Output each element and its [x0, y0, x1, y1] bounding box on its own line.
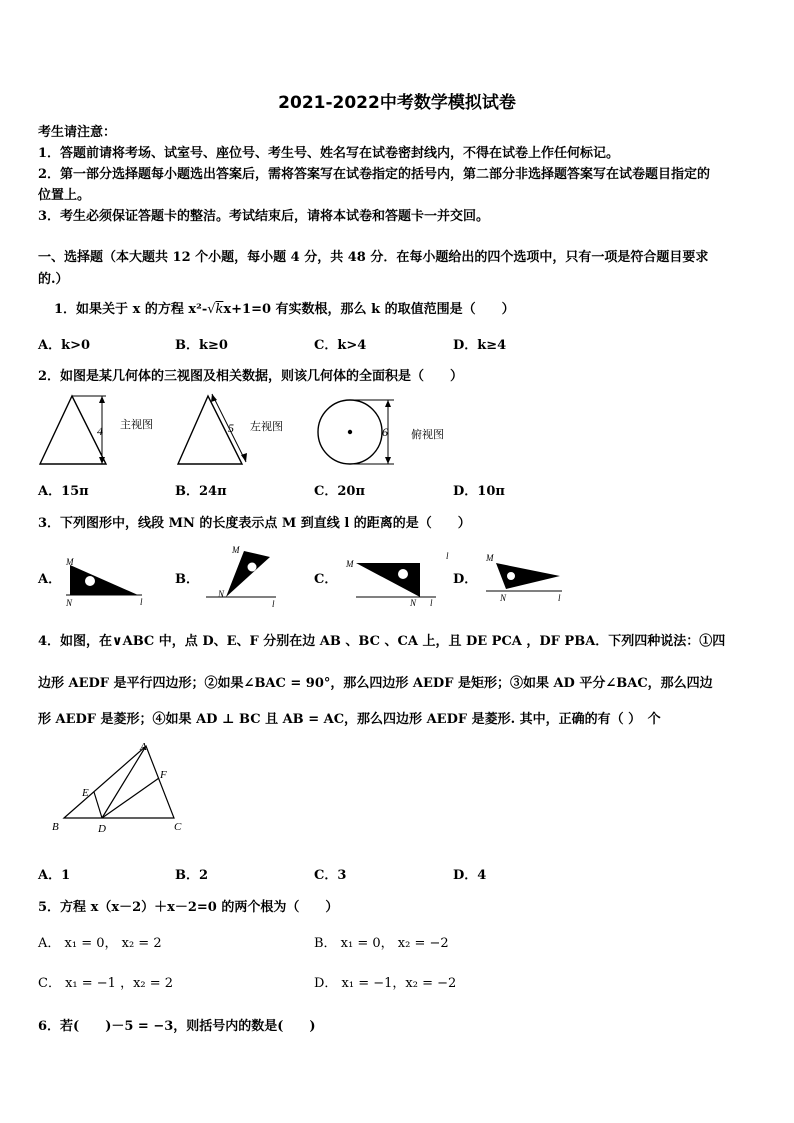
- q5-option-b: B． x₁ = 0， x₂ = −2: [314, 936, 449, 951]
- triangle-abc-figure: [46, 738, 196, 836]
- side-view-label: 左视图: [250, 421, 283, 433]
- notice-item-2a: 2．第一部分选择题每小题选出答案后，需将答案写在试卷指定的括号内，第二部分非选择题答案写在试卷题目指定的: [38, 167, 711, 182]
- fig-label-f: F: [160, 769, 167, 781]
- question-6: 6．若( )－5 = −3，则括号内的数是( ): [38, 1019, 316, 1034]
- svg-text:M: M: [232, 545, 240, 555]
- top-view-dim: 6: [382, 425, 388, 439]
- question-5: 5．方程 x（x－2）＋x－2=0 的两个根为（ ）: [38, 900, 339, 915]
- svg-text:M: M: [486, 553, 494, 563]
- q1-option-b: B．k≥0: [175, 338, 228, 353]
- fig-label-d: D: [98, 823, 106, 835]
- q2-option-b: B．24π: [175, 484, 227, 499]
- q1-option-d: D．k≥4: [453, 338, 507, 353]
- sqrt-icon: √: [207, 302, 216, 317]
- svg-text:l: l: [140, 597, 143, 607]
- svg-text:l: l: [272, 599, 275, 609]
- front-view-label: 主视图: [120, 419, 153, 431]
- notice-item-2b: 位置上。: [38, 188, 91, 203]
- section-heading-line1: 一、选择题（本大题共 12 个小题，每小题 4 分，共 48 分．在每小题给出的四个选项中，只有一项是符合题目要求: [38, 250, 709, 265]
- top-view-label: 俯视图: [411, 429, 444, 441]
- side-view-dim: 5: [228, 421, 234, 435]
- svg-text:l: l: [446, 551, 449, 561]
- q3-option-b: B．: [175, 572, 199, 587]
- q5-option-c: C． x₁ = −1 ，x₂ = 2: [38, 976, 174, 991]
- q3-figure-b: [206, 545, 276, 609]
- q3-option-d: D．: [453, 572, 478, 587]
- fig-label-c: C: [174, 821, 182, 833]
- q3-option-a: A．: [38, 572, 62, 587]
- q5-option-d: D． x₁ = −1，x₂ = −2: [314, 976, 457, 991]
- q3-figure-c: [345, 551, 449, 608]
- svg-text:l: l: [430, 598, 433, 608]
- question-4-line1: 4．如图，在∨ABC 中，点 D、E、F 分别在边 AB 、BC 、CA 上，且 DE PCA ，DF PBA．下列四种说法：①四: [38, 634, 726, 649]
- svg-text:N: N: [410, 598, 417, 608]
- q5-option-a: A． x₁ = 0， x₂ = 2: [38, 936, 162, 951]
- notice-item-3: 3．考生必须保证答题卡的整洁。考试结束后，请将本试卷和答题卡一并交回。: [38, 209, 490, 224]
- question-4-line2: 边形 AEDF 是平行四边形；②如果∠BAC = 90°，那么四边形 AEDF 是矩形；③如果 AD 平分∠BAC，那么四边: [38, 676, 713, 691]
- q4-option-a: A．1: [38, 868, 71, 883]
- q4-option-d: D．4: [453, 868, 487, 883]
- question-1-stem-before: 1．如果关于 x 的方程 x²-: [54, 302, 208, 317]
- question-1-stem-after: x+1=0 有实数根，那么 k 的取值范围是（ ）: [223, 302, 515, 317]
- svg-text:l: l: [558, 593, 561, 603]
- notice-item-1: 1．答题前请将考场、试室号、座位号、考生号、姓名写在试卷密封线内，不得在试卷上作任何标记。: [38, 146, 620, 161]
- svg-text:N: N: [66, 598, 73, 608]
- q3-figure-d: [485, 553, 562, 603]
- q4-option-b: B．2: [175, 868, 209, 883]
- fig-label-a: A: [140, 741, 147, 753]
- q2-option-a: A．15π: [38, 484, 89, 499]
- question-1-sqrt-arg: k: [215, 302, 224, 317]
- svg-text:N: N: [218, 589, 225, 599]
- question-1: [54, 298, 515, 317]
- q2-option-c: C．20π: [314, 484, 365, 499]
- page-title: 2021-2022中考数学模拟试卷: [278, 93, 516, 113]
- q2-option-d: D．10π: [453, 484, 505, 499]
- q1-option-a: A．k>0: [38, 338, 91, 353]
- side-view-triangle: [178, 394, 247, 464]
- q1-option-c: C．k>4: [314, 338, 367, 353]
- fig-label-b: B: [52, 821, 59, 833]
- svg-text:M: M: [346, 559, 354, 569]
- q4-option-c: C．3: [314, 868, 347, 883]
- fig-label-e: E: [82, 787, 89, 799]
- question-3: 3．下列图形中，线段 MN 的长度表示点 M 到直线 l 的距离的是（ ）: [38, 516, 471, 531]
- svg-text:M: M: [66, 557, 74, 567]
- q3-option-c: C．: [314, 572, 338, 587]
- section-heading-line2: 的.）: [38, 272, 69, 287]
- question-4-line3: 形 AEDF 是菱形；④如果 AD ⊥ BC 且 AB = AC，那么四边形 AEDF 是菱形. 其中，正确的有（ ） 个: [38, 712, 661, 727]
- svg-text:N: N: [500, 593, 507, 603]
- question-2: 2．如图是某几何体的三视图及相关数据，则该几何体的全面积是（ ）: [38, 369, 464, 384]
- q3-figures: [60, 543, 580, 609]
- q3-figure-a: [65, 557, 143, 608]
- front-view-dim: 4: [97, 424, 103, 438]
- three-views-figure: [36, 390, 456, 472]
- notice-heading: 考生请注意：: [38, 125, 117, 140]
